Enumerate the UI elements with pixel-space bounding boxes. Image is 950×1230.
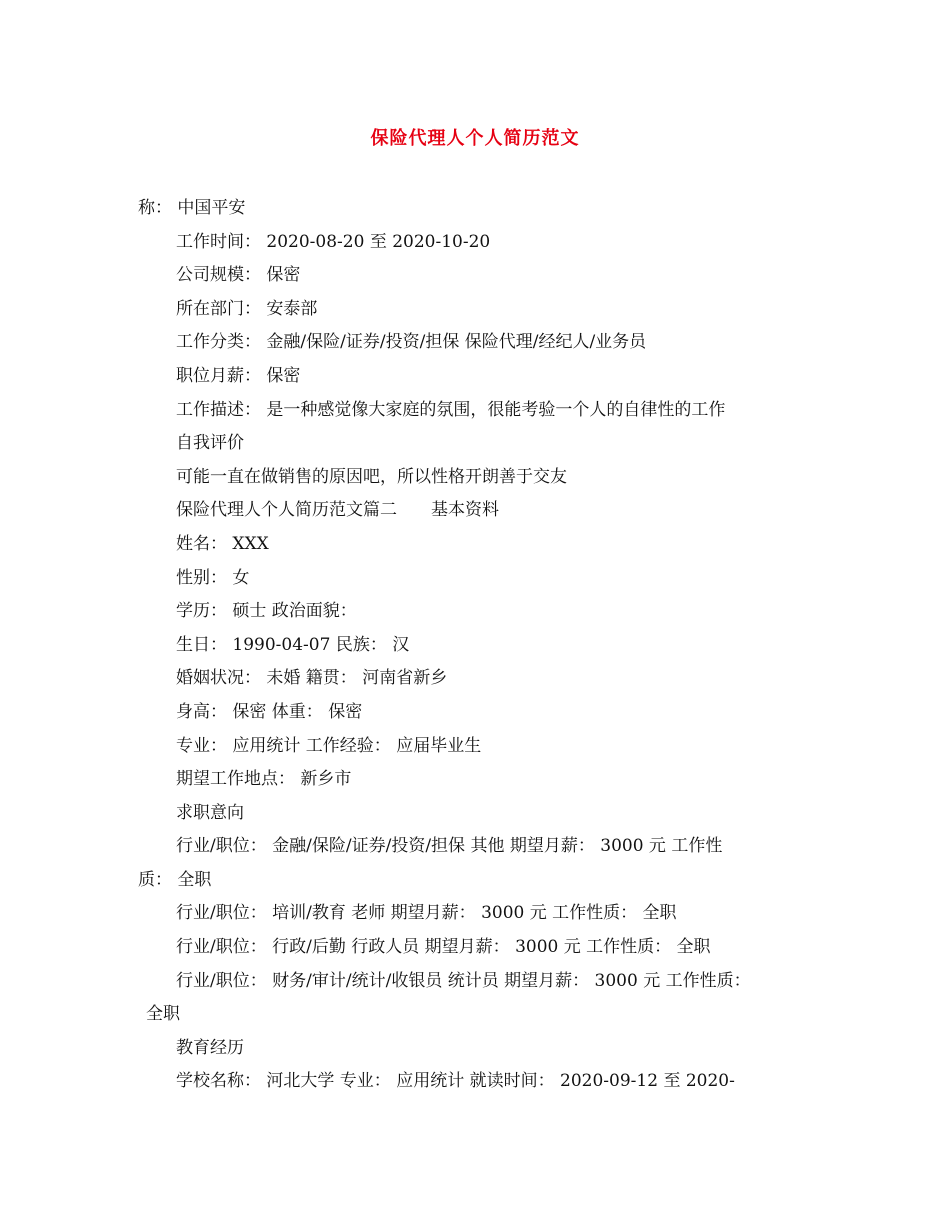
- text-line-school: 学校名称： 河北大学 专业： 应用统计 就读时间： 2020-09-12 至 2020-: [176, 1071, 735, 1092]
- text-line-self-evaluation: 可能一直在做销售的原因吧，所以性格开朗善于交友: [176, 466, 567, 487]
- text-line-marital-status: 婚姻状况： 未婚 籍贯： 河南省新乡: [176, 668, 448, 689]
- text-line-job-intention-3: 行业/职位： 行政/后勤 行政人员 期望月薪： 3000 元 工作性质： 全职: [176, 937, 711, 958]
- text-line-height-weight: 身高： 保密 体重： 保密: [176, 701, 363, 722]
- text-line-major: 专业： 应用统计 工作经验： 应届毕业生: [176, 735, 482, 756]
- text-line-expected-location: 期望工作地点： 新乡市: [176, 769, 352, 790]
- text-line-company: 称： 中国平安: [138, 198, 246, 218]
- text-line-work-time: 工作时间： 2020-08-20 至 2020-10-20: [176, 231, 491, 252]
- text-line-self-evaluation-heading: 自我评价: [176, 433, 244, 454]
- text-line-gender: 性别： 女: [176, 567, 250, 588]
- text-line-company-size: 公司规模： 保密: [176, 265, 301, 286]
- text-line-job-intention-4-cont: 全职: [146, 1004, 180, 1025]
- text-line-name: 姓名： XXX: [176, 533, 269, 554]
- text-line-job-intention-2: 行业/职位： 培训/教育 老师 期望月薪： 3000 元 工作性质： 全职: [176, 903, 677, 924]
- text-line-birthday: 生日： 1990-04-07 民族： 汉: [176, 634, 410, 655]
- text-line-job-intention-1: 行业/职位： 金融/保险/证券/投资/担保 其他 期望月薪： 3000 元 工作性: [176, 836, 723, 857]
- text-line-job-intention-1-cont: 质： 全职: [138, 869, 212, 890]
- text-line-job-intention-4: 行业/职位： 财务/审计/统计/收银员 统计员 期望月薪： 3000 元 工作性质：: [176, 970, 751, 991]
- text-line-section-two: 保险代理人个人简历范文篇二 基本资料: [176, 500, 499, 521]
- text-line-work-category: 工作分类： 金融/保险/证券/投资/担保 保险代理/经纪人/业务员: [176, 332, 647, 353]
- document-title: 保险代理人个人简历范文: [370, 128, 580, 149]
- text-line-department: 所在部门： 安泰部: [176, 298, 318, 319]
- text-line-salary: 职位月薪： 保密: [176, 365, 301, 386]
- text-line-education: 学历： 硕士 政治面貌：: [176, 601, 357, 622]
- text-line-work-description: 工作描述： 是一种感觉像大家庭的氛围，很能考验一个人的自律性的工作: [176, 399, 726, 420]
- document-body: [138, 192, 828, 1099]
- text-line-education-heading: 教育经历: [176, 1037, 244, 1058]
- text-line-job-intention-heading: 求职意向: [176, 802, 244, 823]
